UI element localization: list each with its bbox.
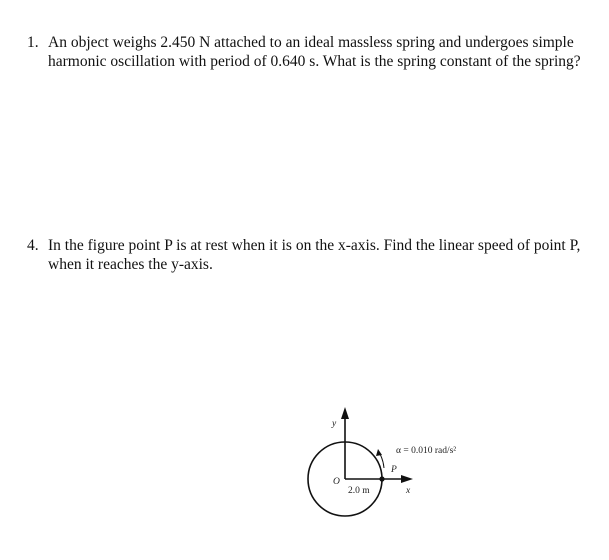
problem-1-text: An object weighs 2.450 N attached to an ideal massless spring and undergoes simple harmonic oscillation with period of 0.640 s. What is the spring constant of the spring? <box>48 34 581 70</box>
point-p-label: P <box>391 465 397 475</box>
origin-label: O <box>333 477 340 487</box>
problem-4-number: 4. <box>27 237 39 254</box>
radius-label: 2.0 m <box>348 486 370 496</box>
rotation-arrow-icon <box>376 449 382 456</box>
angular-acceleration-label: α = 0.010 rad/s² <box>396 446 457 456</box>
y-axis-label: y <box>332 419 337 429</box>
y-axis-arrow-icon <box>341 407 349 419</box>
x-axis-label: x <box>406 486 411 496</box>
problem-1-number: 1. <box>27 34 39 51</box>
problem-1 <box>27 33 602 73</box>
problem-4 <box>27 236 602 276</box>
rotation-figure <box>300 400 490 525</box>
problem-4-text: In the figure point P is at rest when it is on the x-axis. Find the linear speed of point P, when it reaches the y-axis. <box>48 237 581 273</box>
rotation-arc <box>380 454 384 468</box>
point-p-marker <box>379 476 384 481</box>
x-axis-arrow-icon <box>401 475 413 483</box>
